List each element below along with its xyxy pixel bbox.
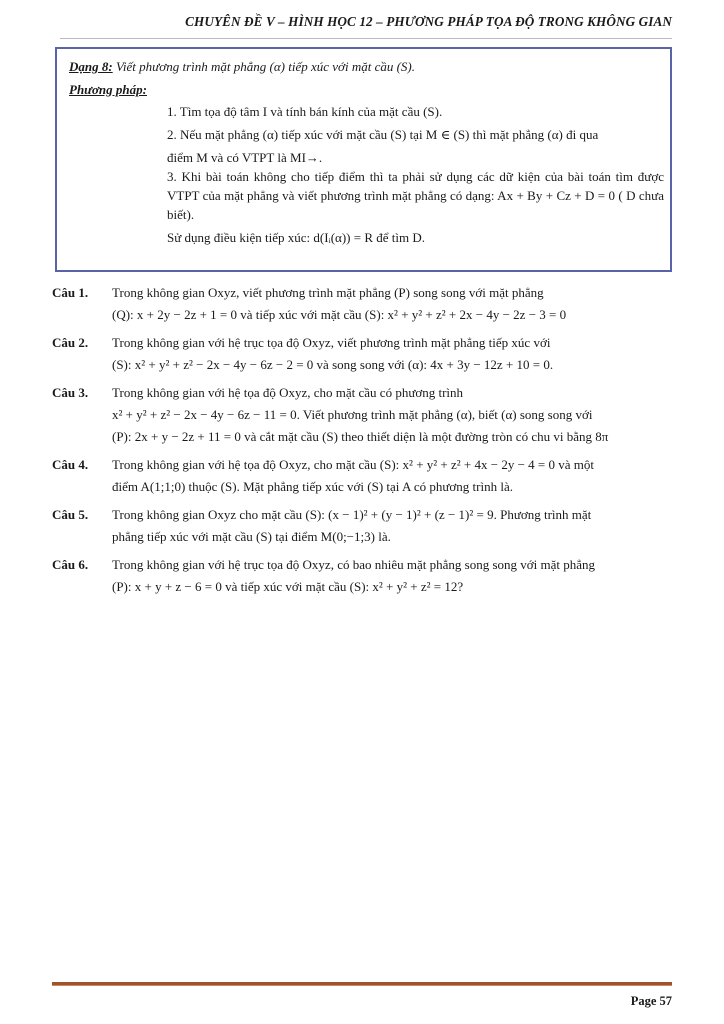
- question-4: [52, 454, 672, 498]
- question-number: Câu 1.: [52, 285, 89, 300]
- method-box: [55, 47, 672, 272]
- question-line: Trong không gian với hệ tọa độ Oxyz, cho mặt cầu (S): x² + y² + z² + 4x − 2y − 4 = 0 và một: [112, 457, 594, 472]
- type-label: Dạng 8:: [69, 59, 113, 74]
- question-number: Câu 4.: [52, 457, 89, 472]
- step-1: 1. Tìm tọa độ tâm I và tính bán kính của mặt cầu (S).: [167, 104, 443, 119]
- question-number: Câu 2.: [52, 335, 89, 350]
- method-title: [69, 56, 670, 78]
- type-title: Viết phương trình mặt phẳng (α) tiếp xúc với mặt cầu (S).: [112, 59, 415, 74]
- method-steps: [167, 102, 664, 247]
- question-line: phẳng tiếp xúc với mặt cầu (S) tại điểm M(0;−1;3) là.: [112, 529, 391, 544]
- question-line: Trong không gian Oxyz, viết phương trình mặt phẳng (P) song song với mặt phẳng: [112, 285, 544, 300]
- question-text: [112, 554, 672, 598]
- question-text: [112, 282, 672, 326]
- question-number: Câu 3.: [52, 385, 89, 400]
- question-line: Trong không gian với hệ trục tọa độ Oxyz, có bao nhiêu mặt phẳng song song với mặt phẳng: [112, 557, 596, 572]
- question-line: Trong không gian Oxyz cho mặt cầu (S): (x − 1)² + (y − 1)² + (z − 1)² = 9. Phương trình mặt: [112, 507, 592, 522]
- question-line: (S): x² + y² + z² − 2x − 4y − 6z − 2 = 0 và song song với (α): 4x + 3y − 12z + 10 = 0.: [112, 357, 554, 372]
- question-line: (Q): x + 2y − 2z + 1 = 0 và tiếp xúc với mặt cầu (S): x² + y² + z² + 2x − 4y − 2z − 3 = 0: [112, 307, 567, 322]
- question-line: (P): x + y + z − 6 = 0 và tiếp xúc với mặt cầu (S): x² + y² + z² = 12?: [112, 579, 464, 594]
- question-3: [52, 382, 672, 448]
- page-number: Page 57: [630, 994, 672, 1008]
- question-number: Câu 5.: [52, 507, 89, 522]
- question-5: [52, 504, 672, 548]
- question-1: [52, 282, 672, 326]
- question-line: Trong không gian với hệ trục tọa độ Oxyz, viết phương trình mặt phẳng tiếp xúc với: [112, 335, 551, 350]
- question-text: [112, 454, 672, 498]
- question-text: [112, 382, 672, 448]
- question-number: Câu 6.: [52, 557, 89, 572]
- footer-divider: [52, 982, 672, 986]
- question-line: x² + y² + z² − 2x − 4y − 6z − 11 = 0. Viết phương trình mặt phẳng (α), biết (α) song song với: [112, 407, 593, 422]
- question-6: [52, 554, 672, 598]
- page-header: CHUYÊN ĐỀ V – HÌNH HỌC 12 – PHƯƠNG PHÁP TỌA ĐỘ TRONG KHÔNG GIAN: [60, 14, 672, 39]
- step-2a: 2. Nếu mặt phẳng (α) tiếp xúc với mặt cầu (S) tại M ∈ (S) thì mặt phẳng (α) đi qua: [167, 127, 599, 142]
- step-4: Sử dụng điều kiện tiếp xúc: d(Iᵢ(α)) = R để tìm D.: [167, 230, 425, 245]
- question-list: [52, 282, 672, 604]
- method-label: Phương pháp:: [69, 82, 147, 97]
- question-line: Trong không gian với hệ tọa độ Oxyz, cho mặt cầu có phương trình: [112, 385, 464, 400]
- step-3: 3. Khi bài toán không cho tiếp điểm thì ta phải sử dụng các dữ kiện của bài toán tìm được VTPT của mặt phẳng và viết phương trình mặt phẳng có dạng: Ax + By + Cz + D = 0 ( D chưa biết).: [167, 169, 664, 222]
- step-2b: điểm M và có VTPT là MI→.: [167, 150, 323, 165]
- question-line: điểm A(1;1;0) thuộc (S). Mặt phẳng tiếp xúc với (S) tại A có phương trình là.: [112, 479, 513, 494]
- question-2: [52, 332, 672, 376]
- question-text: [112, 332, 672, 376]
- question-text: [112, 504, 672, 548]
- question-line: (P): 2x + y − 2z + 11 = 0 và cắt mặt cầu (S) theo thiết diện là một đường tròn có chu vi bằng 8π: [112, 429, 609, 444]
